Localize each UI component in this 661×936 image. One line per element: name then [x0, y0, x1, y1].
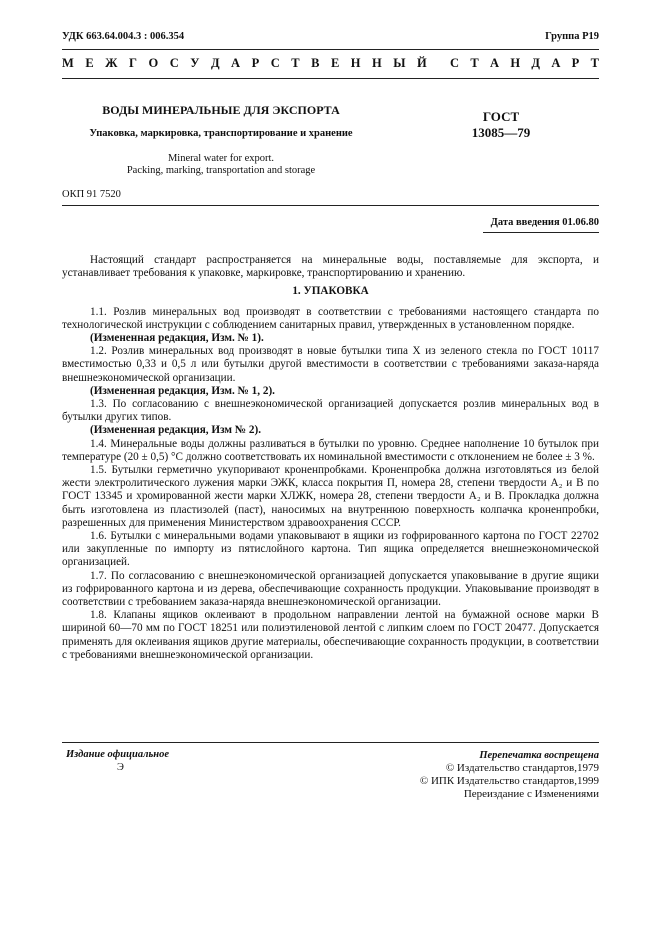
footer-copyright	[420, 749, 599, 801]
clause-1-5: 1.5. Бутылки герметично укупоривают кроненпробками. Кроненпробка должна изготовляться из белой жести электролитического лужения марки ЭЖК, класса покрытия П, номера 28, степени твердости А₂ и В по ГОСТ 13345 и хромированной жести марки ХЛЖК, номера 28, степени твердости А₂ и В. Прокладка должна быть изготовлена из пластизолей (паст), наносимых на внутреннюю поверхность колпачка кроненпробки, разрешенных для применения Министерством здравоохранения СССР.	[62, 464, 599, 529]
divider	[483, 232, 599, 233]
banner-letter: Ж	[105, 56, 118, 70]
banner-letter: Г	[129, 56, 137, 70]
clause-1-6: 1.6. Бутылки с минеральными водами упаковывают в ящики из гофрированного картона по ГОСТ 22702 или закупленные по импорту из пятислойного картона. Тип ящика определяется внешнеэкономической организацией.	[62, 530, 599, 569]
banner-letter: С	[270, 56, 280, 70]
banner-letter: Р	[251, 56, 260, 70]
section-heading: 1. УПАКОВКА	[292, 285, 369, 298]
banner-letter: Д	[531, 56, 540, 70]
copyright-1979: © Издательство стандартов,1979	[445, 762, 599, 774]
banner-letter: М	[62, 56, 74, 70]
gost-number: 13085—79	[471, 125, 531, 140]
edition-mark: Э	[117, 762, 124, 773]
banner-letter: А	[231, 56, 241, 70]
amendment-note: (Измененная редакция, Изм № 2).	[90, 424, 261, 437]
banner-letter: Ы	[393, 56, 406, 70]
banner-letter: Н	[350, 56, 361, 70]
document-title: ВОДЫ МИНЕРАЛЬНЫЕ ДЛЯ ЭКСПОРТА	[102, 103, 340, 117]
divider	[62, 49, 599, 50]
document-subtitle: Упаковка, маркировка, транспортирование и хранение	[89, 128, 353, 139]
banner-letter: В	[311, 56, 320, 70]
divider	[62, 78, 599, 79]
clause-1-2: 1.2. Розлив минеральных вод производят в новые бутылки типа X из зеленого стекла по ГОСТ 10117 вместимостью 0,33 и 0,5 л или бутылки другой вместимости в соответствии с требованиями заказа-наряда внешнеэкономической организации.	[62, 345, 599, 384]
group-code: Группа Р19	[545, 31, 599, 42]
intro-date	[491, 217, 599, 228]
banner-interstate	[62, 56, 427, 71]
banner-letter: О	[148, 56, 159, 70]
document-body	[62, 254, 599, 662]
gost-designation	[451, 109, 551, 141]
banner-letter: Е	[85, 56, 94, 70]
clause-1-7: 1.7. По согласованию с внешнеэкономической организацией допускается упаковывание в другие ящики из гофрированного картона и из дерева, обеспечивающие сохранность продукции. Упаковывание производят в соответствии с требованием заказа-наряда внешнеэкономической организации.	[62, 569, 599, 609]
divider	[62, 205, 599, 206]
english-title: Mineral water for export.	[167, 153, 275, 164]
amendment-note: (Измененная редакция, Изм. № 1, 2).	[90, 384, 275, 397]
banner-letter: А	[490, 56, 500, 70]
gost-label: ГОСТ	[482, 109, 520, 124]
english-subtitle: Packing, marking, transportation and storage	[126, 165, 316, 176]
intro-paragraph: Настоящий стандарт распространяется на минеральные воды, поставляемые для экспорта, и устанавливает требования к упаковке, маркировке, транспортированию и хранению.	[62, 254, 599, 280]
banner-letter: Т	[291, 56, 300, 70]
banner-letter: С	[450, 56, 460, 70]
udk-code: УДК 663.64.004.3 : 006.354	[62, 31, 185, 42]
reprint-notice: Перепечатка воспрещена	[479, 750, 599, 761]
clause-1-3: 1.3. По согласованию с внешнеэкономической организацией допускается розлив минеральных вод в бутылки других типов.	[62, 398, 599, 424]
banner-letter: А	[551, 56, 561, 70]
banner-letter: Р	[571, 56, 580, 70]
banner-letter: Н	[510, 56, 521, 70]
intro-date-label: Дата введения	[490, 217, 560, 228]
banner-standard	[450, 56, 599, 71]
banner-letter: С	[169, 56, 179, 70]
intro-date-value: 01.06.80	[562, 217, 599, 228]
official-edition: Издание официальное	[66, 749, 170, 760]
banner-letter: У	[190, 56, 200, 70]
banner-letter: Й	[417, 56, 427, 70]
banner-letter: Д	[210, 56, 220, 70]
banner-letter: Н	[372, 56, 382, 70]
clause-1-8: 1.8. Клапаны ящиков оклеивают в продольном направлении лентой на бумажной основе марки В шириной 60—70 мм по ГОСТ 18251 или полиэтиленовой лентой с липким слоем по ГОСТ 20477. Допускается применять для оклеивания ящиков другие материалы, обеспечивающие сохранность продукции, в соответствии с требованиями внешнеэкономической организации.	[62, 609, 599, 661]
clause-1-4: 1.4. Минеральные воды должны разливаться в бутылки по уровню. Среднее наполнение 10 бутылок при температуре (20 ± 0,5) °С должно соответствовать их номинальной вместимости с отклонением не более ± 3 %.	[62, 437, 599, 463]
banner-letter: Т	[470, 56, 479, 70]
clause-1-1: 1.1. Розлив минеральных вод производят в соответствии с требованиями настоящего стандарта по технологической инструкции с соблюдением санитарных правил, утвержденных в установленном порядке.	[62, 305, 599, 331]
divider	[62, 742, 599, 743]
reissue-note: Переиздание с Изменениями	[463, 788, 599, 800]
banner-letter: Е	[330, 56, 340, 70]
banner-letter: Т	[590, 56, 599, 70]
okp-code: ОКП 91 7520	[62, 189, 121, 200]
copyright-1999: © ИПК Издательство стандартов,1999	[419, 775, 599, 787]
amendment-note: (Измененная редакция, Изм. № 1).	[90, 332, 264, 345]
